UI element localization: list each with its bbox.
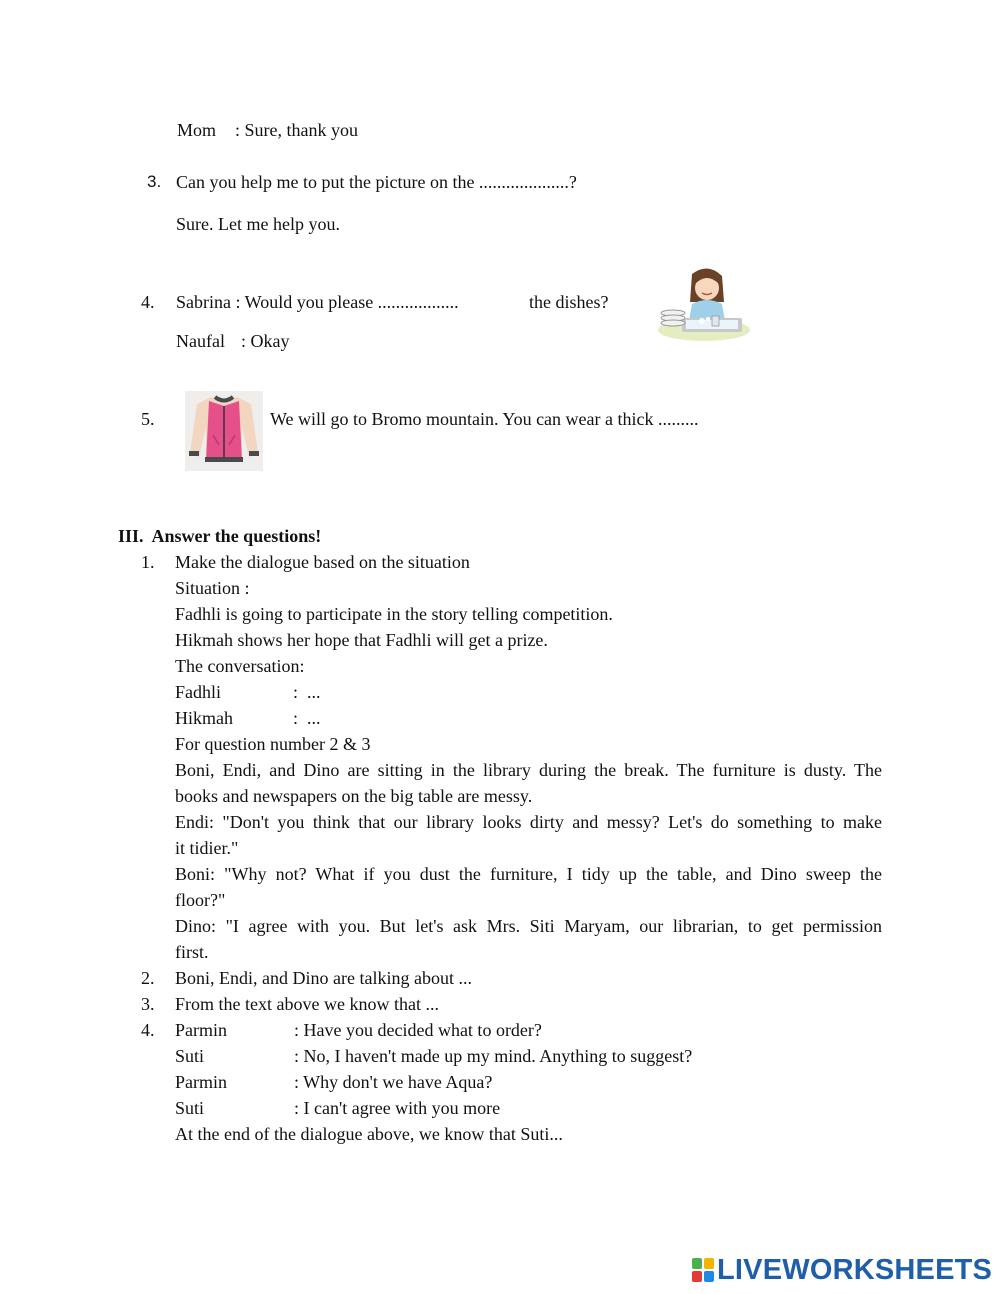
dialogue-4-text-4: : I can't agree with you more [294,1098,501,1118]
dialogue-4-speaker-2: Suti [175,1046,205,1066]
passage-line-5: Boni: "Why not? What if you dust the furniture, I tidy up the table, and Dino sweep the [175,864,882,884]
washing-dishes-illustration [656,264,752,342]
closing-question: At the end of the dialogue above, we know that Suti... [175,1124,563,1144]
passage-line-6: floor?" [175,890,226,910]
question-3-answer: Sure. Let me help you. [176,214,340,234]
part3-item-2-text: Boni, Endi, and Dino are talking about ... [175,968,472,988]
part3-item-4-number: 4. [141,1020,155,1040]
section-3-heading: III. Answer the questions! [118,526,322,546]
mom-reply: : Sure, thank you [235,120,358,140]
passage-line-8: first. [175,942,209,962]
dialogue-4-text-3: : Why don't we have Aqua? [294,1072,493,1092]
conversation-speaker-1: Fadhli [175,682,222,702]
passage-line-1: Boni, Endi, and Dino are sitting in the library during the break. The furniture is dusty. The [175,760,882,780]
question-4-number: 4. [141,292,155,312]
question-4-tail: the dishes? [529,292,609,312]
situation-line-1: Fadhli is going to participate in the story telling competition. [175,604,613,624]
part3-item-1-text: Make the dialogue based on the situation [175,552,470,572]
logo-square-green [692,1258,702,1269]
jacket-illustration [185,391,263,471]
question-5-number: 5. [141,409,155,429]
dialogue-4-speaker-3: Parmin [175,1072,227,1092]
dialogue-4-text-1: : Have you decided what to order? [294,1020,542,1040]
passage-line-7: Dino: "I agree with you. But let's ask Mrs. Siti Maryam, our librarian, to get permission [175,916,882,936]
passage-line-2: books and newspapers on the big table are messy. [175,786,533,806]
passage-line-3: Endi: "Don't you think that our library looks dirty and messy? Let's do something to make [175,812,882,832]
mom-speaker: Mom [177,120,217,140]
liveworksheets-logo-text: LIVEWORKSHEETS [717,1253,993,1286]
situation-line-2: Hikmah shows her hope that Fadhli will get a prize. [175,630,548,650]
conversation-text-2: : ... [293,708,321,728]
question-5-text: We will go to Bromo mountain. You can wear a thick ......... [270,409,699,429]
dialogue-4-text-2: : No, I haven't made up my mind. Anything to suggest? [294,1046,693,1066]
passage-line-4: it tidier." [175,838,239,858]
logo-square-yellow [704,1258,714,1269]
for-question-note: For question number 2 & 3 [175,734,371,754]
conversation-text-1: : ... [293,682,321,702]
liveworksheets-mark-icon [692,1258,714,1282]
situation-line-3: The conversation: [175,656,305,676]
dialogue-4-speaker-1: Parmin [175,1020,227,1040]
question-3-text: Can you help me to put the picture on the ....................? [176,172,577,192]
logo-square-blue [704,1271,714,1282]
dialogue-4-speaker-4: Suti [175,1098,205,1118]
part3-item-2-number: 2. [141,968,155,988]
logo-square-red [692,1271,702,1282]
part3-item-1-number: 1. [141,552,155,572]
question-3-number: 3. [147,172,162,191]
question-4-reply-speaker: Naufal [176,331,225,351]
question-4-reply-text: : Okay [241,331,290,351]
conversation-speaker-2: Hikmah [175,708,233,728]
part3-item-3-number: 3. [141,994,155,1014]
liveworksheets-logo [692,1253,992,1287]
situation-label: Situation : [175,578,250,598]
part3-item-3-text: From the text above we know that ... [175,994,439,1014]
question-4-text: Sabrina : Would you please .................. [176,292,459,312]
